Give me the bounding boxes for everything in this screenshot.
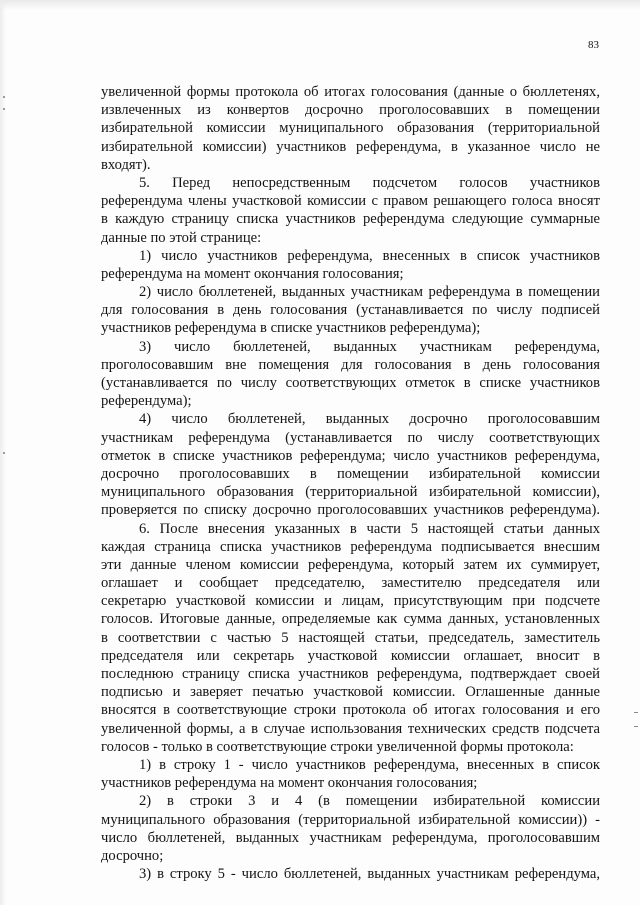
text-line: 1) число участников референдума, внесенных в список участников bbox=[139, 247, 600, 264]
paragraph-continuation bbox=[101, 83, 600, 174]
text-line: 4) число бюллетеней, выданных досрочно проголосовавшим bbox=[139, 411, 600, 428]
list-item-6-1 bbox=[101, 756, 600, 792]
binder-hole-mark bbox=[3, 96, 5, 98]
binder-hole-mark bbox=[3, 108, 5, 110]
text-line: участников референдума на момент окончания голосования; bbox=[101, 775, 478, 792]
text-line: референдума на момент окончания голосования; bbox=[101, 265, 404, 282]
text-line: данные по этой странице: bbox=[101, 229, 262, 246]
text-line: извлеченных из конвертов досрочно проголосовавших в помещении bbox=[101, 102, 600, 119]
text-line: голосов. Итоговые данные, определяемые как сумма данных, установленных bbox=[101, 611, 600, 628]
text-line: увеличенной формы протокола об итогах голосования (данные о бюллетенях, bbox=[101, 84, 600, 100]
text-line: отметок в списке участников референдума; число участников референдума, bbox=[101, 447, 600, 464]
text-line: в каждую страницу списка участников референдума следующие суммарные bbox=[101, 211, 600, 228]
page-number: 83 bbox=[588, 39, 599, 51]
text-line: в соответствии с частью 5 настоящей статьи, председатель, заместитель bbox=[101, 629, 600, 646]
text-line: подписью и заверяет печатью участковой комиссии. Оглашенные данные bbox=[101, 684, 600, 701]
text-line: избирательной комиссии муниципального образования (территориальной bbox=[101, 120, 600, 137]
text-line: проголосовавшим вне помещения для голосования в день голосования bbox=[101, 356, 600, 373]
text-line: вносятся в соответствующие строки протокола об итогах голосования и его bbox=[101, 702, 600, 719]
binder-hole-mark bbox=[3, 452, 5, 454]
text-line: участников референдума в списке участников референдума); bbox=[101, 320, 481, 337]
text-line: референдума); bbox=[101, 393, 192, 410]
text-line: увеличенной формы, а в случае использования технических средств подсчета bbox=[101, 720, 600, 737]
text-line: муниципального образования (территориальной избирательной комиссии), bbox=[101, 484, 600, 501]
text-line: 3) в строку 5 - число бюллетеней, выданных участникам референдума, bbox=[139, 866, 600, 883]
paragraph-part-6 bbox=[101, 520, 600, 756]
list-item-5-1 bbox=[101, 247, 600, 283]
text-line: голосов - только в соответствующие строки увеличенной формы протокола: bbox=[101, 738, 574, 755]
text-line: входят). bbox=[101, 156, 151, 173]
list-item-6-3 bbox=[101, 865, 600, 883]
text-line: проверяется по списку досрочно проголосовавших участников референдума). bbox=[101, 502, 600, 519]
list-item-6-2 bbox=[101, 792, 600, 865]
margin-tick-mark bbox=[634, 712, 638, 713]
text-line: эти данные членом комиссии референдума, который затем их суммирует, bbox=[101, 556, 600, 573]
text-line: 5. Перед непосредственным подсчетом голосов участников bbox=[139, 174, 600, 191]
list-item-5-2 bbox=[101, 283, 600, 338]
text-line: 2) в строки 3 и 4 (в помещении избирательной комиссии bbox=[139, 793, 600, 810]
text-line: (устанавливается по числу соответствующих отметок в списке участников bbox=[101, 375, 600, 391]
text-line: 1) в строку 1 - число участников референдума, внесенных в список bbox=[139, 756, 600, 773]
text-line: оглашает и сообщает председателю, заместителю председателя или bbox=[101, 575, 600, 592]
text-line: участникам референдума (устанавливается по числу соответствующих bbox=[101, 429, 600, 446]
text-line: для голосования в день голосования (устанавливается по числу подписей bbox=[101, 302, 600, 319]
text-line: число бюллетеней, выданных участникам референдума, проголосовавшим bbox=[101, 829, 600, 846]
text-line: последнюю страницу списка участников референдума, подтверждает своей bbox=[101, 666, 600, 682]
text-line: секретарю участковой комиссии и лицам, присутствующим при подсчете bbox=[101, 593, 600, 610]
text-line: досрочно; bbox=[101, 847, 164, 864]
text-line: каждая страница списка участников референдума подписывается внесшим bbox=[101, 538, 600, 555]
margin-tick-mark bbox=[634, 726, 638, 727]
text-line: 2) число бюллетеней, выданных участникам референдума в помещении bbox=[139, 284, 600, 301]
text-line: 6. После внесения указанных в части 5 настоящей статьи данных bbox=[139, 520, 600, 537]
text-line: избирательной комиссии) участников референдума, в указанное число не bbox=[101, 138, 600, 155]
body-text bbox=[101, 83, 600, 883]
text-line: муниципального образования (территориальной избирательной комиссии)) - bbox=[101, 811, 600, 828]
list-item-5-4 bbox=[101, 410, 600, 519]
text-line: досрочно проголосовавших в помещении избирательной комиссии bbox=[101, 465, 600, 482]
list-item-5-3 bbox=[101, 338, 600, 411]
text-line: председателя или секретарь участковой комиссии оглашает, вносит в bbox=[101, 647, 600, 664]
text-line: референдума члены участковой комиссии с правом решающего голоса вносят bbox=[101, 193, 600, 210]
text-line: 3) число бюллетеней, выданных участникам референдума, bbox=[139, 338, 600, 355]
paragraph-part-5 bbox=[101, 174, 600, 247]
scan-edge-top bbox=[0, 0, 640, 10]
